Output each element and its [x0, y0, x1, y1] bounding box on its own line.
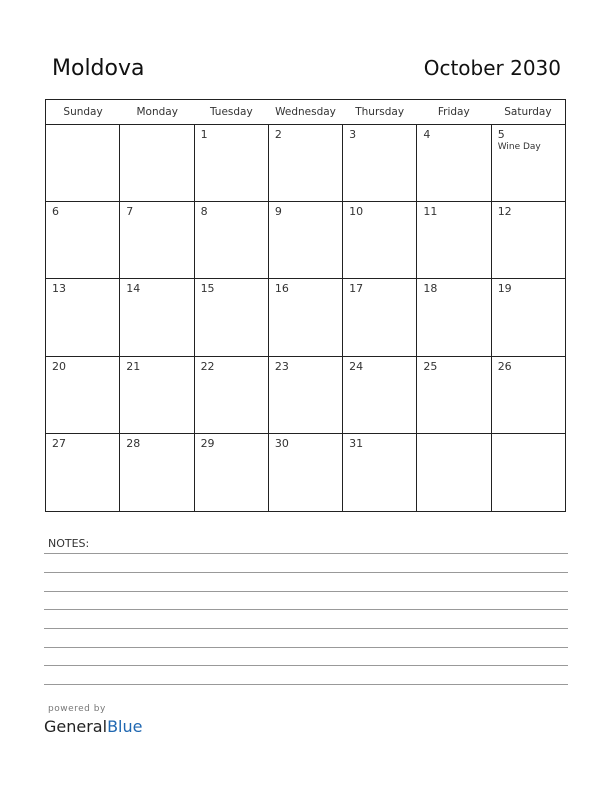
day-number: 24 [349, 359, 364, 373]
day-cell [417, 357, 491, 433]
notes-label: NOTES: [48, 537, 90, 550]
note-line [44, 647, 568, 648]
weekday-saturday: Saturday [504, 106, 552, 118]
day-cell [269, 279, 343, 355]
week-row [46, 279, 565, 356]
day-cell [417, 202, 491, 278]
day-number: 16 [274, 282, 289, 296]
weekday-thursday: Thursday [355, 106, 405, 118]
day-cell [343, 125, 417, 201]
note-line [44, 609, 568, 610]
day-cell [195, 202, 269, 278]
day-cell [120, 434, 194, 511]
weekday-wednesday: Wednesday [275, 106, 336, 118]
day-cell [269, 357, 343, 433]
day-number: 1 [200, 128, 208, 141]
month-title: October 2030 [423, 56, 561, 80]
day-cell [343, 279, 417, 355]
week-row [46, 434, 565, 511]
day-number: 4 [423, 128, 431, 141]
day-number: 13 [52, 282, 66, 296]
weekday-header-row [46, 100, 565, 125]
country-title: Moldova [52, 56, 145, 81]
note-line [44, 572, 568, 573]
note-line [44, 665, 568, 666]
day-number: 9 [274, 205, 282, 219]
day-cell [417, 434, 491, 511]
week-row [46, 357, 565, 434]
day-number: 14 [126, 282, 141, 296]
note-line [44, 684, 568, 685]
day-number: 31 [349, 436, 364, 450]
day-number: 12 [497, 205, 512, 219]
day-number: 8 [200, 205, 208, 219]
day-number: 22 [200, 359, 215, 373]
day-number: 18 [423, 282, 438, 296]
day-cell [120, 125, 194, 201]
day-cell [492, 125, 565, 201]
powered-by-text: powered by [48, 704, 106, 714]
day-number: 3 [349, 128, 357, 141]
day-number: 27 [52, 436, 66, 450]
day-number: 17 [349, 282, 364, 296]
day-cell [195, 434, 269, 511]
day-cell [269, 434, 343, 511]
day-cell [46, 125, 120, 201]
day-cell [269, 125, 343, 201]
day-cell [492, 202, 565, 278]
day-number: 20 [52, 359, 66, 373]
holiday-label: Wine Day [497, 142, 541, 152]
note-line [44, 591, 568, 592]
day-cell [46, 357, 120, 433]
day-number: 7 [126, 205, 134, 219]
day-number: 21 [126, 359, 141, 373]
calendar-grid [45, 99, 566, 512]
day-cell [492, 434, 565, 511]
brand-general: General [44, 717, 108, 736]
day-number: 19 [497, 282, 512, 296]
day-number: 26 [497, 359, 512, 373]
weekday-monday: Monday [136, 106, 178, 118]
weeks-container [46, 125, 565, 511]
day-cell [120, 357, 194, 433]
day-cell [195, 125, 269, 201]
day-cell [492, 357, 565, 433]
day-number: 10 [349, 205, 364, 219]
week-row [46, 202, 565, 279]
day-cell [195, 357, 269, 433]
week-row [46, 125, 565, 202]
day-number: 23 [274, 359, 289, 373]
note-line [44, 628, 568, 629]
day-cell [343, 357, 417, 433]
day-number: 5 [497, 128, 505, 141]
brand-logo [44, 717, 142, 736]
day-number: 2 [274, 128, 282, 141]
day-cell [120, 202, 194, 278]
day-cell [46, 434, 120, 511]
brand-blue: Blue [107, 717, 143, 736]
day-number: 25 [423, 359, 438, 373]
day-cell [120, 279, 194, 355]
day-cell [343, 202, 417, 278]
weekday-tuesday: Tuesday [209, 106, 253, 118]
note-line [44, 553, 568, 554]
weekday-sunday: Sunday [63, 106, 103, 118]
weekday-friday: Friday [437, 106, 470, 118]
day-number: 28 [126, 436, 141, 450]
day-cell [46, 202, 120, 278]
day-number: 29 [200, 436, 215, 450]
day-cell [492, 279, 565, 355]
day-number: 11 [423, 205, 438, 219]
day-number: 15 [200, 282, 215, 296]
day-cell [417, 125, 491, 201]
day-number: 30 [274, 436, 289, 450]
day-cell [343, 434, 417, 511]
day-cell [46, 279, 120, 355]
day-cell [269, 202, 343, 278]
day-number: 6 [52, 205, 59, 219]
day-cell [417, 279, 491, 355]
day-cell [195, 279, 269, 355]
